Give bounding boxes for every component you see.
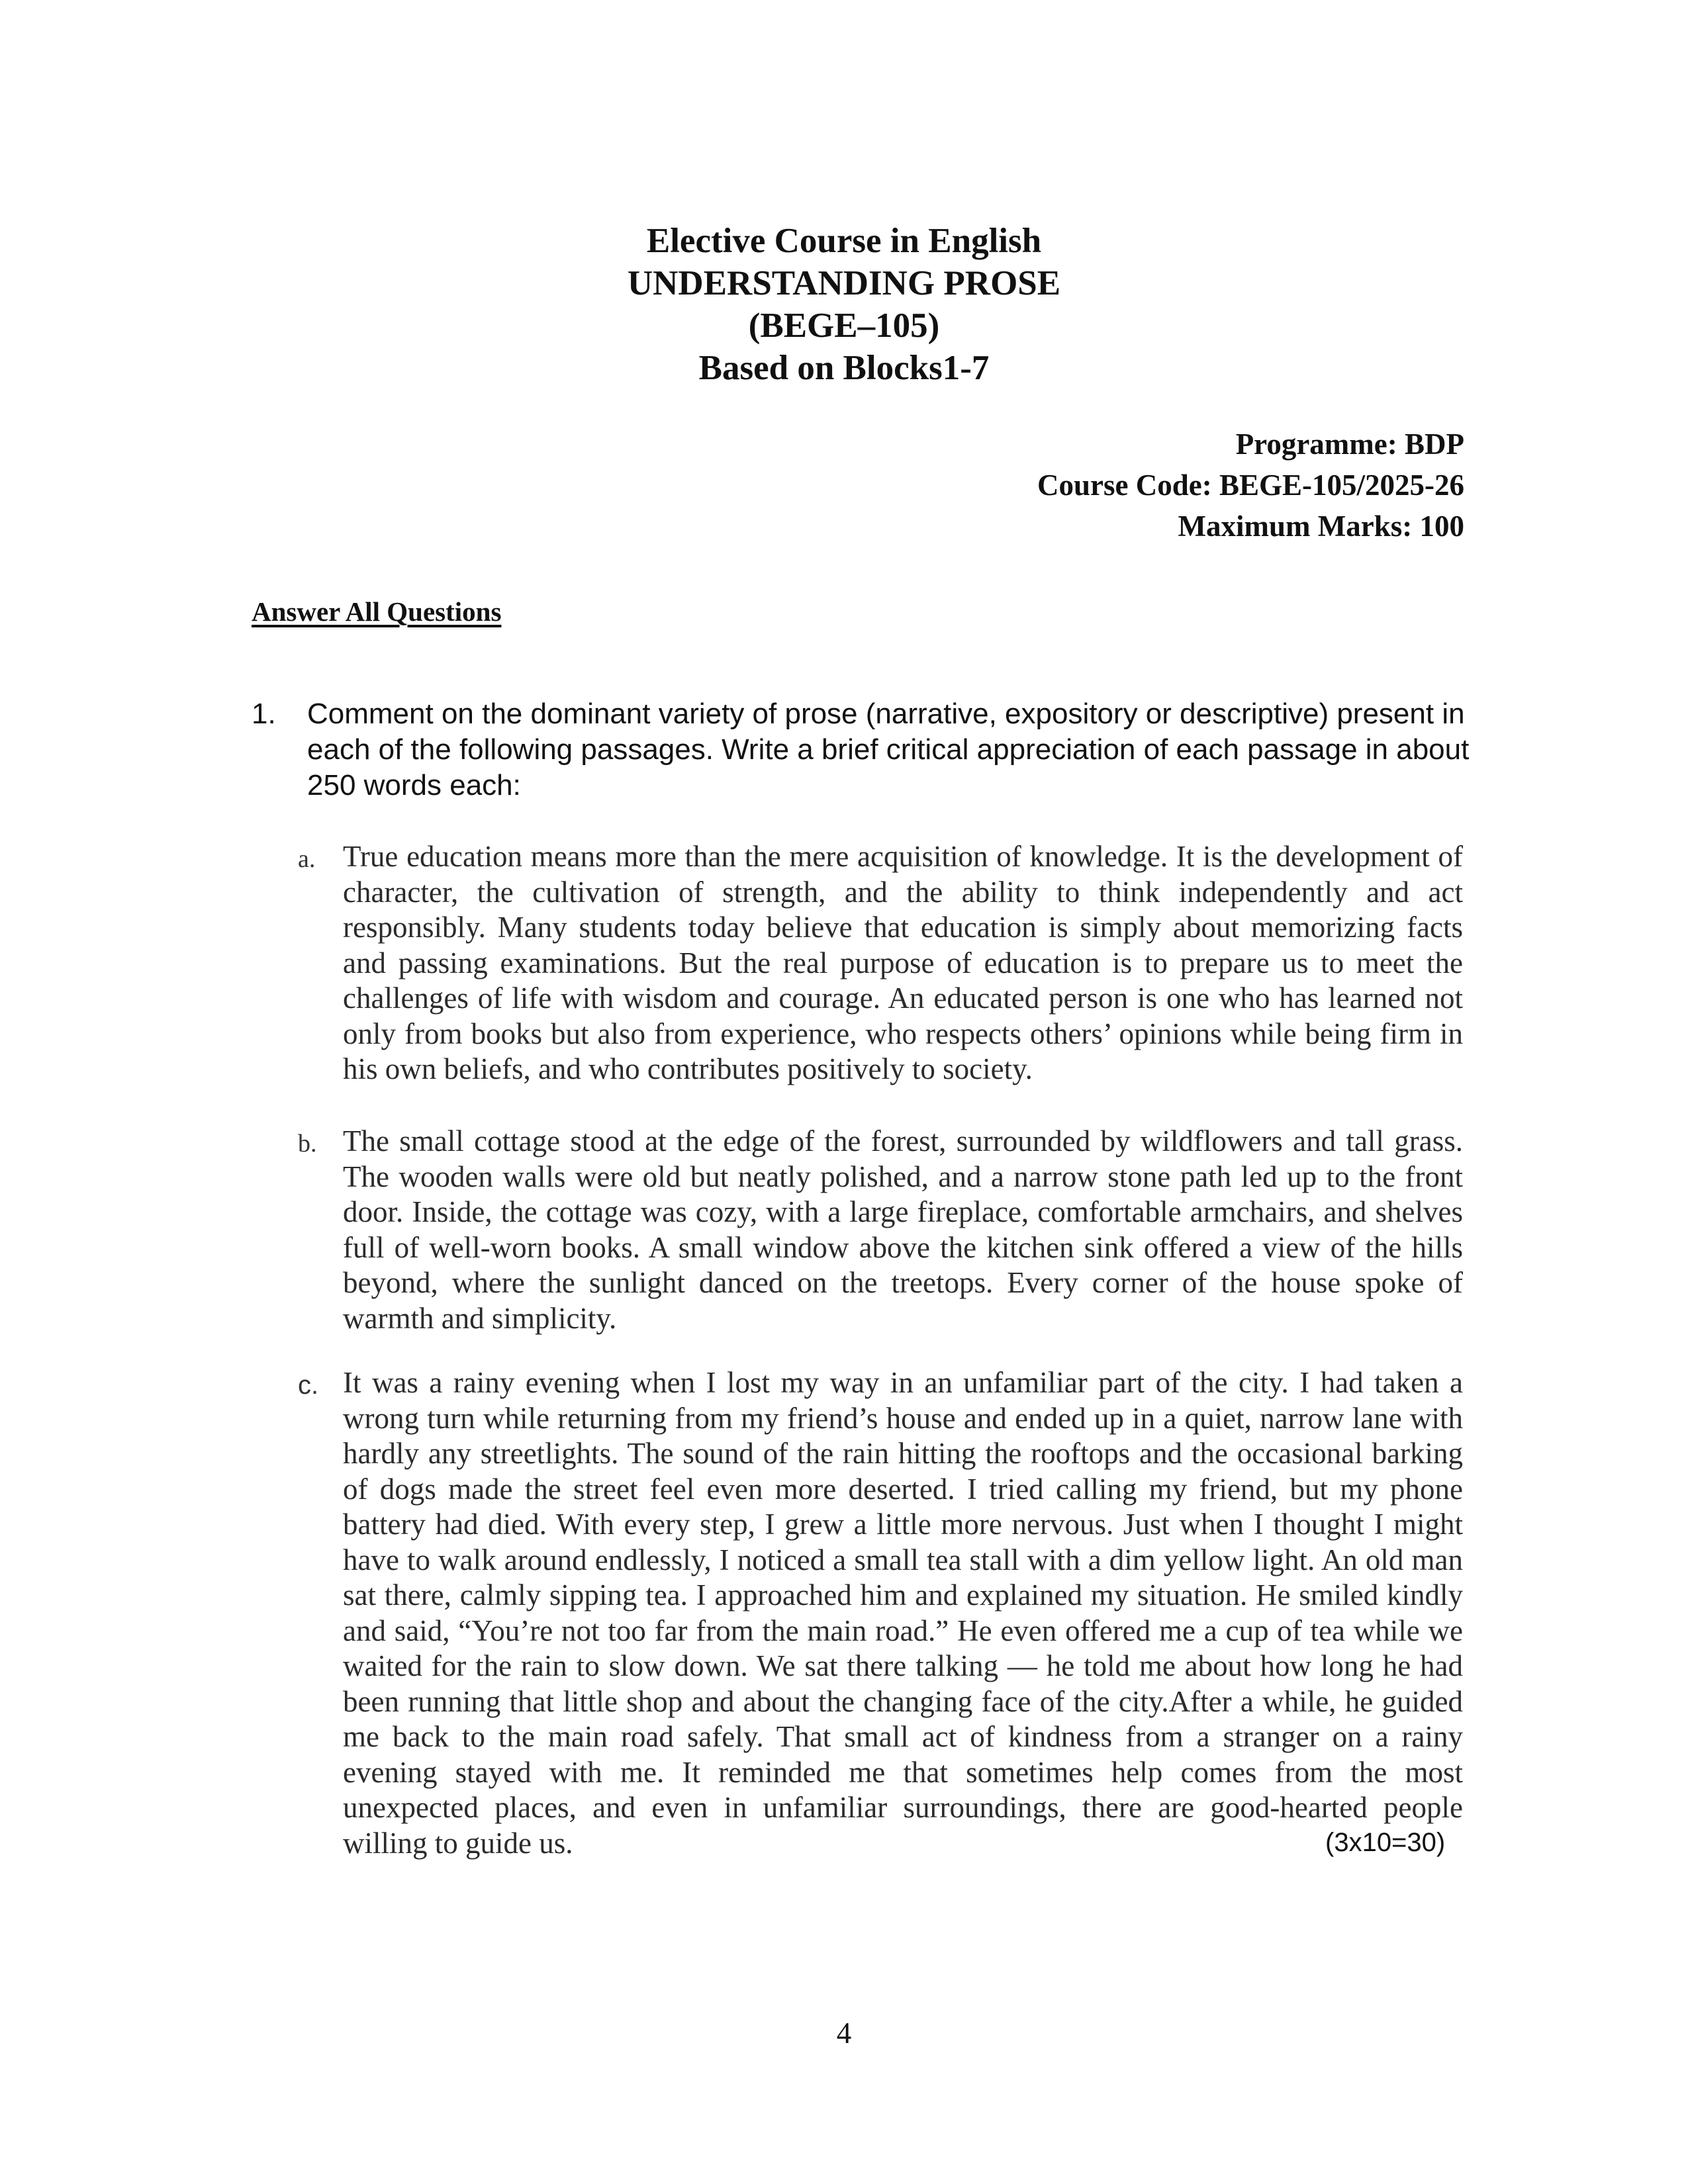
course-code-heading: (BEGE–105): [748, 306, 940, 345]
instruction-heading: Answer All Questions: [252, 596, 502, 627]
question-number: 1.: [252, 698, 276, 730]
passage-label: c.: [298, 1371, 319, 1400]
blocks-line: Based on Blocks1-7: [698, 349, 990, 387]
course-line: Elective Course in English: [646, 222, 1042, 260]
page-number: 4: [836, 2017, 852, 2050]
passage-text: The small cottage stood at the edge of the forest, surrounded by wildflowers and tall grass. The wooden walls were old but neatly polished, and a narrow stone path led up to the front door. Inside, the cottage was cozy, with a large fireplace, comfortable armchairs, and shelves full of well-worn books. A small window above the kitchen sink offered a view of the hills beyond, where the sunlight danced on the treetops. Every corner of the house spoke of warmth and simplicity.: [343, 1124, 1463, 1335]
marks-allocation: (3x10=30): [1325, 1828, 1446, 1857]
course-code-line: Course Code: BEGE-105/2025-26: [1037, 469, 1464, 502]
assignment-meta: [1037, 424, 1464, 547]
passage-label: a.: [298, 845, 316, 873]
course-title: UNDERSTANDING PROSE: [627, 264, 1061, 302]
passage-text: It was a rainy evening when I lost my way in an unfamiliar part of the city. I had taken a wrong turn while returning from my friend’s house and ended up in a quiet, narrow lane with hardly any streetlights. The sound of the rain hitting the rooftops and the occasional barking of dogs made the street feel even more deserted. I tried calling my friend, but my phone battery had died. With every step, I grew a little more nervous. Just when I thought I might have to walk around endlessly, I noticed a small tea stall with a dim yellow light. An old man sat there, calmly sipping tea. I approached him and explained my situation. He smiled kindly and said, “You’re not too far from the main road.” He even offered me a cup of tea while we waited for the rain to slow down. We sat there talking — he told me about how long he had been running that little shop and about the changing face of the city.After a while, he guided me back to the main road safely. That small act of kindness from a stranger on a rainy evening stayed with me. It reminded me that sometimes help comes from the most unexpected places, and even in unfamiliar surroundings, there are good-hearted people willing to guide us.: [343, 1366, 1463, 1860]
programme-line: Programme: BDP: [1235, 428, 1464, 461]
document-header: [0, 220, 1688, 389]
max-marks-line: Maximum Marks: 100: [1178, 510, 1464, 543]
question-text: Comment on the dominant variety of prose (narrative, expository or descriptive) present in each of the following passages. Write a brief critical appreciation of each passage in about 250 words each:: [307, 698, 1470, 801]
passage-text: True education means more than the mere acquisition of knowledge. It is the development of character, the cultivation of strength, and the ability to think independently and act responsibly. Many students today believe that education is simply about memorizing facts and passing examinations. But the real purpose of education is to prepare us to meet the challenges of life with wisdom and courage. An educated person is one who has learned not only from books but also from experience, who respects others’ opinions while being firm in his own beliefs, and who contributes positively to society.: [343, 840, 1463, 1085]
passage-label: b.: [298, 1130, 317, 1158]
